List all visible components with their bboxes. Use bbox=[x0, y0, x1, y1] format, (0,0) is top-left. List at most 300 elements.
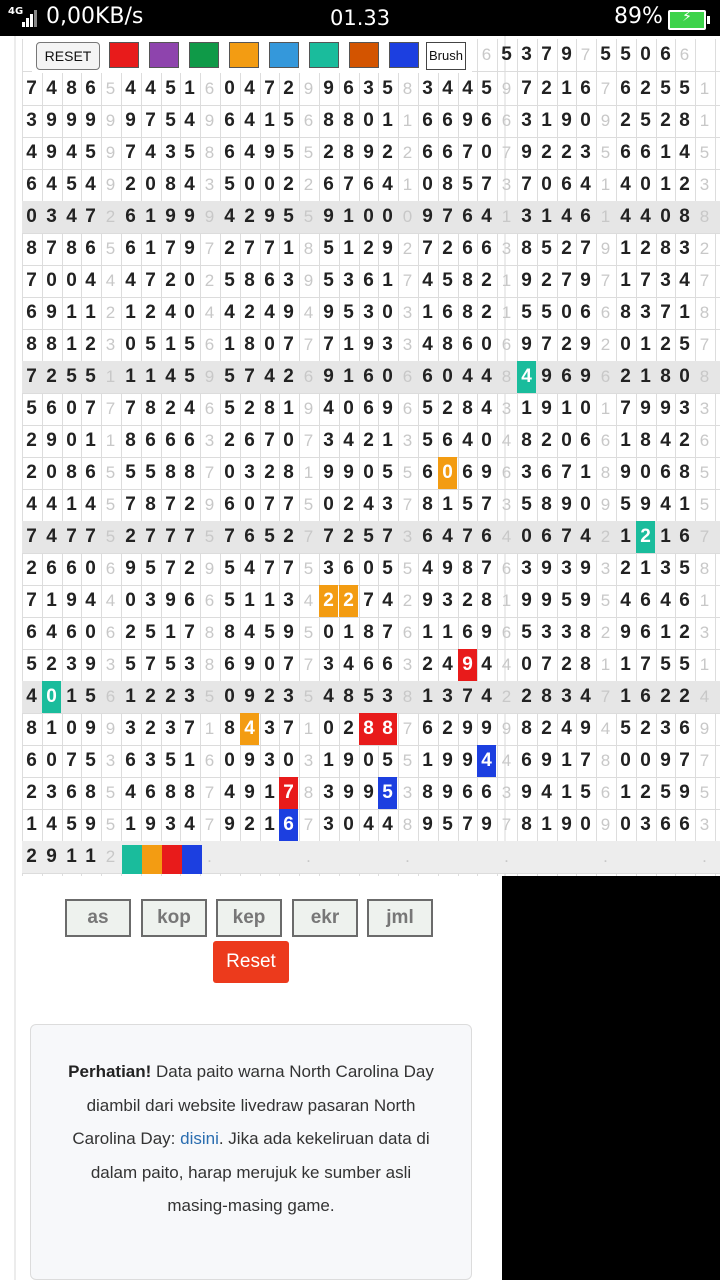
grid-cell[interactable]: 4 bbox=[442, 526, 453, 547]
grid-cell[interactable]: 0 bbox=[521, 526, 532, 547]
grid-cell[interactable]: 4 bbox=[363, 494, 374, 515]
grid-cell[interactable]: 2 bbox=[244, 398, 255, 419]
grid-cell[interactable]: 9 bbox=[125, 558, 136, 579]
grid-cell[interactable]: 2 bbox=[85, 334, 96, 355]
grid-cell-empty[interactable]: . bbox=[405, 847, 410, 866]
grid-cell[interactable]: 6 bbox=[26, 750, 37, 771]
grid-cell[interactable]: 2 bbox=[679, 174, 690, 195]
grid-cell[interactable]: 3 bbox=[145, 590, 156, 611]
grid-cell[interactable]: 9 bbox=[600, 495, 611, 514]
grid-cell[interactable]: 3 bbox=[165, 718, 176, 739]
color-swatch[interactable] bbox=[149, 42, 179, 68]
grid-cell[interactable]: 9 bbox=[85, 718, 96, 739]
grid-cell[interactable]: 8 bbox=[679, 462, 690, 483]
grid-cell[interactable]: 2 bbox=[244, 302, 255, 323]
grid-cell[interactable]: 4 bbox=[481, 366, 492, 387]
grid-cell[interactable]: 3 bbox=[501, 399, 512, 418]
grid-cell[interactable]: 2 bbox=[541, 78, 552, 99]
grid-cell[interactable]: 3 bbox=[26, 110, 37, 131]
grid-cell[interactable]: 4 bbox=[224, 206, 235, 227]
grid-cell[interactable]: 6 bbox=[541, 462, 552, 483]
grid-cell[interactable]: 5 bbox=[224, 558, 235, 579]
grid-cell[interactable]: 2 bbox=[442, 718, 453, 739]
grid-cell[interactable]: 4 bbox=[224, 782, 235, 803]
grid-cell[interactable]: 7 bbox=[382, 526, 393, 547]
grid-cell[interactable]: 9 bbox=[343, 750, 354, 771]
grid-cell[interactable]: 9 bbox=[561, 110, 572, 131]
grid-cell[interactable]: 9 bbox=[620, 462, 631, 483]
grid-cell[interactable]: 3 bbox=[283, 270, 294, 291]
grid-cell[interactable]: 6 bbox=[204, 751, 215, 770]
grid-cell[interactable]: 5 bbox=[303, 207, 314, 226]
grid-cell[interactable]: 8 bbox=[521, 718, 532, 739]
grid-cell[interactable]: 6 bbox=[462, 206, 473, 227]
grid-cell[interactable]: 8 bbox=[66, 78, 77, 99]
grid-cell[interactable]: 9 bbox=[521, 334, 532, 355]
grid-cell[interactable]: 0 bbox=[323, 494, 334, 515]
grid-cell[interactable]: 2 bbox=[26, 430, 37, 451]
grid-cell[interactable]: 2 bbox=[402, 239, 413, 258]
grid-cell-empty[interactable]: . bbox=[306, 847, 311, 866]
grid-cell[interactable]: 9 bbox=[165, 590, 176, 611]
grid-cell[interactable]: 2 bbox=[125, 622, 136, 643]
grid-cell[interactable]: 0 bbox=[323, 718, 334, 739]
grid-cell[interactable]: 6 bbox=[224, 654, 235, 675]
grid-cell[interactable]: 9 bbox=[264, 206, 275, 227]
grid-cell[interactable]: 0 bbox=[224, 750, 235, 771]
color-swatch[interactable] bbox=[349, 42, 379, 68]
grid-cell[interactable]: 4 bbox=[26, 494, 37, 515]
grid-cell[interactable]: 9 bbox=[442, 782, 453, 803]
grid-cell[interactable]: 7 bbox=[303, 655, 314, 674]
grid-cell[interactable]: 8 bbox=[244, 334, 255, 355]
grid-cell[interactable]: 8 bbox=[283, 462, 294, 483]
grid-cell[interactable]: 9 bbox=[46, 846, 57, 867]
grid-cell[interactable]: 7 bbox=[521, 174, 532, 195]
grid-cell[interactable]: 4 bbox=[145, 142, 156, 163]
grid-cell[interactable]: 1 bbox=[343, 206, 354, 227]
grid-cell[interactable]: 7 bbox=[501, 143, 512, 162]
grid-cell[interactable]: 6 bbox=[204, 335, 215, 354]
grid-cell[interactable]: 9 bbox=[600, 815, 611, 834]
grid-cell[interactable]: 9 bbox=[462, 110, 473, 131]
grid-cell[interactable]: 9 bbox=[580, 558, 591, 579]
grid-cell[interactable]: 2 bbox=[46, 654, 57, 675]
grid-cell[interactable]: 5 bbox=[561, 590, 572, 611]
grid-cell[interactable]: 5 bbox=[402, 559, 413, 578]
grid-cell[interactable]: 1 bbox=[699, 111, 710, 130]
grid-cell[interactable]: 0 bbox=[26, 206, 37, 227]
grid-cell[interactable]: 4 bbox=[363, 814, 374, 835]
grid-cell[interactable]: 3 bbox=[283, 590, 294, 611]
grid-cell[interactable]: 3 bbox=[402, 303, 413, 322]
grid-cell[interactable]: 7 bbox=[462, 142, 473, 163]
grid-cell[interactable]: 6 bbox=[422, 110, 433, 131]
grid-cell[interactable]: 9 bbox=[363, 782, 374, 803]
grid-cell[interactable]: 7 bbox=[481, 494, 492, 515]
grid-cell[interactable]: 7 bbox=[204, 783, 215, 802]
grid-cell[interactable]: 6 bbox=[462, 782, 473, 803]
grid-cell[interactable]: 4 bbox=[343, 654, 354, 675]
grid-cell[interactable]: 1 bbox=[343, 366, 354, 387]
grid-cell[interactable]: 5 bbox=[620, 494, 631, 515]
grid-cell[interactable]: 4 bbox=[224, 302, 235, 323]
grid-cell[interactable]: 6 bbox=[541, 526, 552, 547]
grid-cell[interactable]: 3 bbox=[323, 430, 334, 451]
grid-cell[interactable]: 8 bbox=[204, 143, 215, 162]
grid-cell[interactable]: 7 bbox=[184, 622, 195, 643]
grid-cell[interactable]: 5 bbox=[165, 750, 176, 771]
grid-cell[interactable]: 0 bbox=[438, 457, 457, 489]
grid-cell[interactable]: 3 bbox=[521, 110, 532, 131]
grid-cell[interactable]: 0 bbox=[184, 270, 195, 291]
grid-cell[interactable]: 6 bbox=[244, 526, 255, 547]
grid-cell[interactable]: 9 bbox=[600, 111, 611, 130]
grid-cell[interactable]: 8 bbox=[600, 751, 611, 770]
grid-cell[interactable]: 3 bbox=[442, 590, 453, 611]
grid-cell[interactable]: 7 bbox=[145, 526, 156, 547]
grid-cell[interactable]: 9 bbox=[283, 302, 294, 323]
grid-cell[interactable]: 6 bbox=[165, 430, 176, 451]
grid-cell[interactable]: 7 bbox=[244, 238, 255, 259]
grid-cell[interactable]: 1 bbox=[264, 590, 275, 611]
grid-cell[interactable]: 6 bbox=[224, 494, 235, 515]
grid-cell[interactable]: 0 bbox=[343, 814, 354, 835]
grid-cell[interactable]: 2 bbox=[125, 526, 136, 547]
grid-cell[interactable]: 5 bbox=[105, 463, 116, 482]
grid-cell[interactable]: 9 bbox=[204, 207, 215, 226]
grid-cell[interactable]: 6 bbox=[105, 559, 116, 578]
grid-cell[interactable]: 8 bbox=[184, 462, 195, 483]
grid-cell[interactable]: 5 bbox=[462, 174, 473, 195]
grid-cell[interactable]: 4 bbox=[46, 494, 57, 515]
grid-cell[interactable]: 7 bbox=[165, 558, 176, 579]
grid-cell[interactable]: 1 bbox=[26, 814, 37, 835]
grid-cell[interactable]: 9 bbox=[184, 206, 195, 227]
grid-cell[interactable]: 5 bbox=[283, 142, 294, 163]
grid-cell[interactable]: 5 bbox=[303, 559, 314, 578]
grid-cell[interactable]: 1 bbox=[541, 110, 552, 131]
grid-cell[interactable]: 6 bbox=[660, 814, 671, 835]
grid-cell[interactable]: 8 bbox=[521, 814, 532, 835]
grid-cell[interactable]: 5 bbox=[165, 110, 176, 131]
grid-cell[interactable]: 6 bbox=[125, 238, 136, 259]
grid-cell[interactable]: 4 bbox=[679, 142, 690, 163]
grid-cell[interactable]: 9 bbox=[184, 238, 195, 259]
grid-cell[interactable]: 8 bbox=[85, 782, 96, 803]
grid-cell[interactable]: 4 bbox=[85, 590, 96, 611]
grid-cell[interactable]: 7 bbox=[541, 654, 552, 675]
grid-cell[interactable]: 3 bbox=[105, 751, 116, 770]
grid-cell[interactable]: 8 bbox=[660, 238, 671, 259]
grid-cell[interactable]: 4 bbox=[46, 622, 57, 643]
grid-cell[interactable]: 2 bbox=[481, 302, 492, 323]
grid-cell[interactable]: 8 bbox=[145, 494, 156, 515]
grid-cell[interactable]: 1 bbox=[699, 655, 710, 674]
grid-cell[interactable]: 0 bbox=[244, 494, 255, 515]
grid-cell[interactable]: 0 bbox=[580, 494, 591, 515]
grid-cell[interactable]: 4 bbox=[382, 590, 393, 611]
grid-cell[interactable]: 7 bbox=[264, 78, 275, 99]
grid-cell[interactable]: 7 bbox=[145, 270, 156, 291]
grid-cell[interactable]: 2 bbox=[541, 718, 552, 739]
grid-cell[interactable]: 1 bbox=[660, 142, 671, 163]
grid-cell[interactable]: 7 bbox=[323, 334, 334, 355]
grid-cell[interactable]: 1 bbox=[145, 366, 156, 387]
grid-cell[interactable]: 8 bbox=[541, 494, 552, 515]
grid-cell[interactable]: 4 bbox=[244, 622, 255, 643]
grid-cell[interactable]: 0 bbox=[66, 430, 77, 451]
grid-cell[interactable]: 7 bbox=[66, 750, 77, 771]
grid-cell[interactable]: 6 bbox=[204, 79, 215, 98]
grid-cell[interactable]: 5 bbox=[125, 462, 136, 483]
grid-cell[interactable]: 9 bbox=[204, 367, 215, 386]
grid-cell[interactable]: 9 bbox=[521, 782, 532, 803]
grid-cell[interactable]: 3 bbox=[264, 718, 275, 739]
grid-cell[interactable]: 9 bbox=[343, 462, 354, 483]
grid-cell[interactable]: 5 bbox=[283, 110, 294, 131]
grid-cell[interactable]: 3 bbox=[165, 142, 176, 163]
ekr-button[interactable]: ekr bbox=[292, 899, 358, 937]
grid-cell[interactable]: 7 bbox=[561, 270, 572, 291]
grid-cell[interactable]: 6 bbox=[244, 430, 255, 451]
grid-cell[interactable]: 5 bbox=[303, 623, 314, 642]
grid-cell[interactable]: 6 bbox=[679, 814, 690, 835]
grid-cell[interactable]: 1 bbox=[303, 463, 314, 482]
grid-cell[interactable]: 2 bbox=[165, 686, 176, 707]
grid-cell[interactable]: 6 bbox=[640, 622, 651, 643]
grid-cell[interactable]: 5 bbox=[283, 206, 294, 227]
grid-cell[interactable]: 0 bbox=[283, 750, 294, 771]
grid-cell[interactable]: 2 bbox=[679, 686, 690, 707]
grid-cell[interactable]: 3 bbox=[679, 398, 690, 419]
grid-cell[interactable]: 9 bbox=[323, 302, 334, 323]
grid-cell[interactable]: 7 bbox=[323, 526, 334, 547]
grid-cell[interactable]: 1 bbox=[679, 302, 690, 323]
grid-cell[interactable]: 3 bbox=[382, 686, 393, 707]
grid-cell[interactable]: 0 bbox=[363, 110, 374, 131]
grid-cell[interactable]: 7 bbox=[422, 238, 433, 259]
grid-cell[interactable]: 7 bbox=[184, 526, 195, 547]
grid-cell[interactable]: 5 bbox=[145, 622, 156, 643]
as-button[interactable]: as bbox=[65, 899, 131, 937]
grid-cell[interactable]: 7 bbox=[46, 238, 57, 259]
grid-cell[interactable]: 2 bbox=[283, 78, 294, 99]
grid-cell[interactable]: 6 bbox=[363, 398, 374, 419]
grid-cell[interactable]: 1 bbox=[165, 622, 176, 643]
grid-cell[interactable]: 2 bbox=[105, 847, 116, 866]
grid-cell[interactable]: 0 bbox=[561, 430, 572, 451]
grid-cell[interactable]: 1 bbox=[501, 207, 512, 226]
grid-cell[interactable]: 4 bbox=[165, 366, 176, 387]
grid-cell[interactable]: 7 bbox=[125, 142, 136, 163]
grid-cell[interactable]: 6 bbox=[26, 622, 37, 643]
grid-cell[interactable]: 3 bbox=[699, 399, 710, 418]
grid-cell[interactable]: 8 bbox=[600, 463, 611, 482]
grid-cell[interactable]: 3 bbox=[402, 431, 413, 450]
grid-cell[interactable]: 1 bbox=[382, 110, 393, 131]
grid-cell[interactable]: 5 bbox=[501, 44, 512, 65]
grid-cell[interactable]: 6 bbox=[600, 431, 611, 450]
grid-cell[interactable]: 6 bbox=[442, 142, 453, 163]
grid-cell[interactable]: 1 bbox=[699, 79, 710, 98]
grid-cell[interactable]: 6 bbox=[66, 622, 77, 643]
grid-cell[interactable]: 5 bbox=[184, 366, 195, 387]
grid-cell[interactable]: 5 bbox=[660, 78, 671, 99]
grid-cell[interactable]: 7 bbox=[481, 174, 492, 195]
grid-cell[interactable]: 7 bbox=[279, 777, 298, 809]
grid-cell[interactable]: 2 bbox=[363, 430, 374, 451]
grid-cell[interactable]: 7 bbox=[303, 431, 314, 450]
grid-cell[interactable]: 3 bbox=[145, 750, 156, 771]
grid-cell[interactable]: 8 bbox=[66, 462, 77, 483]
grid-cell[interactable]: 6 bbox=[382, 654, 393, 675]
grid-cell-empty[interactable]: . bbox=[504, 847, 509, 866]
grid-cell[interactable]: 8 bbox=[323, 110, 334, 131]
grid-cell[interactable]: 0 bbox=[422, 174, 433, 195]
grid-cell[interactable]: 4 bbox=[26, 686, 37, 707]
grid-cell[interactable]: 6 bbox=[580, 430, 591, 451]
grid-cell[interactable]: 5 bbox=[303, 687, 314, 706]
grid-cell[interactable]: 4 bbox=[105, 591, 116, 610]
grid-cell[interactable]: 7 bbox=[204, 239, 215, 258]
grid-cell[interactable]: 6 bbox=[580, 206, 591, 227]
grid-cell[interactable]: 0 bbox=[481, 142, 492, 163]
grid-cell[interactable]: 1 bbox=[343, 334, 354, 355]
grid-cell[interactable]: 1 bbox=[224, 334, 235, 355]
grid-cell[interactable]: 7 bbox=[204, 463, 215, 482]
grid-cell[interactable]: 2 bbox=[501, 687, 512, 706]
grid-cell[interactable]: 1 bbox=[580, 462, 591, 483]
grid-cell[interactable]: 2 bbox=[422, 654, 433, 675]
grid-cell[interactable]: 7 bbox=[303, 527, 314, 546]
grid-cell[interactable]: 1 bbox=[561, 398, 572, 419]
grid-cell[interactable]: 1 bbox=[620, 686, 631, 707]
grid-cell[interactable]: 8 bbox=[699, 207, 710, 226]
grid-cell[interactable]: 9 bbox=[541, 366, 552, 387]
grid-cell[interactable]: 1 bbox=[402, 175, 413, 194]
grid-cell[interactable]: 3 bbox=[521, 462, 532, 483]
grid-cell[interactable]: 3 bbox=[660, 718, 671, 739]
grid-cell[interactable]: 4 bbox=[541, 782, 552, 803]
grid-cell[interactable]: 5 bbox=[481, 78, 492, 99]
grid-cell[interactable]: 0 bbox=[481, 334, 492, 355]
grid-cell[interactable]: 7 bbox=[145, 654, 156, 675]
grid-cell[interactable]: 9 bbox=[244, 686, 255, 707]
grid-cell[interactable]: 7 bbox=[541, 334, 552, 355]
grid-cell[interactable]: 5 bbox=[66, 366, 77, 387]
grid-cell[interactable]: 9 bbox=[46, 110, 57, 131]
grid-cell[interactable]: 0 bbox=[66, 270, 77, 291]
grid-cell[interactable]: 0 bbox=[442, 366, 453, 387]
grid-cell[interactable]: 1 bbox=[442, 622, 453, 643]
grid-cell[interactable]: 4 bbox=[244, 142, 255, 163]
grid-cell[interactable]: 8 bbox=[224, 622, 235, 643]
grid-cell[interactable]: 2 bbox=[561, 238, 572, 259]
grid-cell[interactable]: 6 bbox=[462, 622, 473, 643]
grid-cell[interactable]: 0 bbox=[363, 462, 374, 483]
grid-cell[interactable]: 3 bbox=[264, 750, 275, 771]
grid-cell[interactable]: 4 bbox=[244, 558, 255, 579]
grid-cell[interactable]: 1 bbox=[46, 718, 57, 739]
grid-cell[interactable]: 1 bbox=[382, 270, 393, 291]
grid-cell[interactable]: 3 bbox=[402, 527, 413, 546]
grid-cell[interactable]: 2 bbox=[145, 686, 156, 707]
grid-cell[interactable]: 9 bbox=[145, 814, 156, 835]
grid-cell[interactable]: 8 bbox=[402, 815, 413, 834]
color-swatch[interactable] bbox=[189, 42, 219, 68]
grid-cell[interactable]: 5 bbox=[600, 143, 611, 162]
grid-cell[interactable]: 7 bbox=[363, 590, 374, 611]
grid-cell[interactable]: 0 bbox=[541, 174, 552, 195]
grid-cell[interactable]: 7 bbox=[541, 44, 552, 65]
grid-cell[interactable]: 7 bbox=[26, 590, 37, 611]
grid-cell[interactable]: 0 bbox=[224, 78, 235, 99]
grid-cell[interactable]: 4 bbox=[303, 303, 314, 322]
grid-cell[interactable]: 9 bbox=[303, 399, 314, 418]
grid-cell[interactable]: 8 bbox=[699, 559, 710, 578]
grid-cell[interactable]: 4 bbox=[145, 78, 156, 99]
grid-cell[interactable]: 7 bbox=[660, 302, 671, 323]
grid-cell[interactable]: 9 bbox=[640, 494, 651, 515]
grid-cell[interactable]: 1 bbox=[620, 238, 631, 259]
grid-cell[interactable]: 6 bbox=[402, 623, 413, 642]
grid-cell[interactable]: 6 bbox=[46, 398, 57, 419]
grid-cell[interactable]: 9 bbox=[85, 110, 96, 131]
grid-cell[interactable]: 1 bbox=[125, 686, 136, 707]
grid-cell[interactable]: 2 bbox=[521, 686, 532, 707]
grid-cell[interactable]: 1 bbox=[600, 655, 611, 674]
grid-cell[interactable]: 1 bbox=[541, 814, 552, 835]
grid-cell[interactable]: 1 bbox=[125, 366, 136, 387]
grid-cell[interactable]: 8 bbox=[580, 654, 591, 675]
grid-cell[interactable]: 3 bbox=[521, 206, 532, 227]
grid-cell[interactable]: 8 bbox=[402, 687, 413, 706]
grid-cell[interactable]: 2 bbox=[224, 430, 235, 451]
grid-cell[interactable]: 5 bbox=[422, 398, 433, 419]
grid-cell[interactable]: 9 bbox=[363, 142, 374, 163]
kep-button[interactable]: kep bbox=[216, 899, 282, 937]
grid-cell[interactable]: 5 bbox=[66, 814, 77, 835]
grid-cell[interactable]: 7 bbox=[125, 494, 136, 515]
grid-cell[interactable]: 6 bbox=[422, 718, 433, 739]
grid-cell[interactable]: 9 bbox=[660, 750, 671, 771]
grid-cell[interactable]: 2 bbox=[343, 526, 354, 547]
grid-cell[interactable]: 5 bbox=[660, 782, 671, 803]
grid-cell[interactable]: 5 bbox=[679, 334, 690, 355]
grid-cell[interactable]: 7 bbox=[85, 398, 96, 419]
grid-cell[interactable]: 9 bbox=[382, 238, 393, 259]
grid-cell[interactable]: 2 bbox=[402, 143, 413, 162]
grid-cell[interactable]: 3 bbox=[660, 558, 671, 579]
grid-cell[interactable]: 4 bbox=[165, 302, 176, 323]
grid-cell[interactable]: 1 bbox=[145, 238, 156, 259]
grid-cell[interactable]: 8 bbox=[145, 398, 156, 419]
grid-cell-empty[interactable]: . bbox=[207, 847, 212, 866]
grid-cell[interactable]: 5 bbox=[699, 495, 710, 514]
grid-cell[interactable]: 4 bbox=[699, 687, 710, 706]
grid-cell[interactable]: 3 bbox=[442, 686, 453, 707]
grid-cell[interactable]: 5 bbox=[620, 44, 631, 65]
grid-cell[interactable]: 3 bbox=[283, 686, 294, 707]
grid-cell[interactable]: 1 bbox=[561, 782, 572, 803]
grid-cell[interactable]: 9 bbox=[541, 398, 552, 419]
grid-cell[interactable]: 2 bbox=[660, 686, 671, 707]
grid-cell[interactable]: 3 bbox=[640, 814, 651, 835]
grid-cell[interactable]: 1 bbox=[303, 719, 314, 738]
grid-cell[interactable]: 4 bbox=[422, 334, 433, 355]
grid-cell-empty[interactable]: . bbox=[603, 847, 608, 866]
